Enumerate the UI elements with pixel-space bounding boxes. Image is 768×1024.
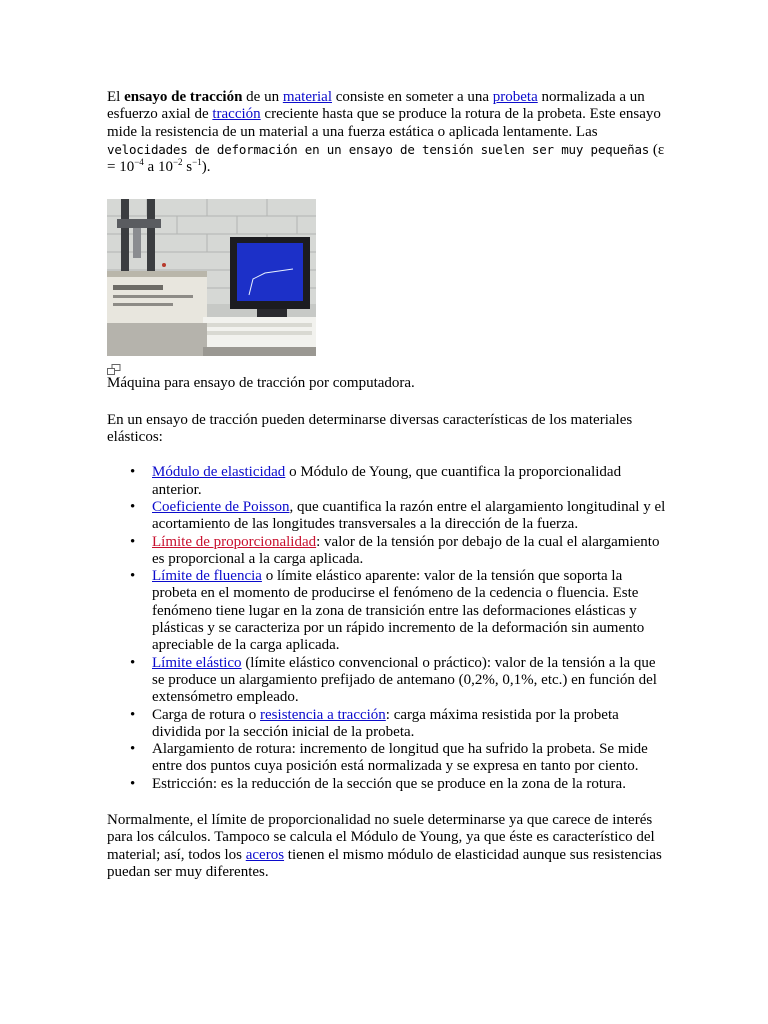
- intro-text: a 10: [143, 159, 173, 176]
- figure-caption: Máquina para ensayo de tracción por computadora.: [107, 375, 415, 392]
- intro-text: s: [182, 159, 193, 176]
- link-aceros[interactable]: aceros: [245, 846, 285, 863]
- list-item: [152, 776, 667, 793]
- article-body: [107, 89, 667, 881]
- list-item-text: : carga máxima resistida por la probeta dividida por la sección inicial de la probeta.: [152, 706, 619, 740]
- list-item: [152, 499, 667, 534]
- list-item-text: Alargamiento de rotura: incremento de longitud que ha sufrido la probeta. Se mide entre dos puntos cuya posición está normalizada y se expresa en tanto por ciento.: [152, 741, 648, 775]
- link-limite-fluencia[interactable]: Límite de fluencia: [152, 568, 262, 585]
- exponent: −1: [192, 157, 202, 168]
- link-resistencia-traccion[interactable]: resistencia a tracción: [260, 706, 386, 723]
- list-item: [152, 534, 667, 569]
- list-item: [152, 568, 667, 654]
- list-item: [152, 655, 667, 707]
- list-item: [152, 464, 667, 499]
- closing-text: tienen el mismo módulo de elasticidad aunque sus resistencias puedan ser muy diferentes.: [107, 846, 662, 880]
- list-item-text: , que cuantifica la razón entre el alargamiento longitudinal y el acortamiento de las longitudes transversales a la dirección de la fuerza.: [152, 498, 666, 533]
- closing-paragraph: [107, 812, 667, 881]
- intro-text: ).: [201, 159, 211, 176]
- list-item-text: (límite elástico convencional o práctico): valor de la tensión a la que se produce un alargamiento prefijado de antemano (0,2%, 0,1%, etc.) en función del extensómetro empleado.: [152, 654, 657, 706]
- intro-text: creciente hasta que se produce la rotura de la probeta. Este ensayo mide la resistencia de un material a una fuerza estática o aplicada lentamente. Las: [107, 106, 661, 140]
- list-item-text: o límite elástico aparente: valor de la tensión que soporta la probeta en el momento de producirse el fenómeno de la cedencia o fluencia. Este fenómeno tiene lugar en la zona de transición entre las deformaciones elásticas y plásticas y se caracteriza por un rápido incremento de la deformación sin aumento apreciable de la carga aplicada.: [152, 568, 645, 654]
- intro-bold-term: ensayo de tracción: [124, 89, 243, 105]
- list-item-text: o Módulo de Young, que cuantifica la proporcionalidad anterior.: [152, 464, 622, 498]
- list-item: [152, 707, 667, 742]
- intro-text: de un: [242, 89, 283, 105]
- properties-list: [107, 464, 667, 793]
- link-material[interactable]: material: [282, 89, 332, 105]
- closing-text: Normalmente, el límite de proporcionalidad no suele determinarse ya que carece de interés para los cálculos. Tampoco se calcula el Módulo de Young, ya que éste es característico del material; así, todos los: [107, 812, 655, 863]
- intro-mono-text: velocidades de deformación en un ensayo de tensión suelen ser muy pequeñas: [107, 141, 650, 157]
- list-item-text: : valor de la tensión por debajo de la cual el alargamiento es proporcional a la carga aplicada.: [152, 533, 660, 567]
- exponent: −4: [134, 157, 144, 168]
- intro-text: normalizada a un esfuerzo axial de: [107, 89, 645, 123]
- link-modulo-elasticidad[interactable]: Módulo de elasticidad: [152, 464, 286, 481]
- link-limite-elastico[interactable]: Límite elástico: [152, 654, 242, 671]
- link-traccion[interactable]: tracción: [212, 106, 261, 123]
- intro-text: (ε = 10: [107, 141, 665, 176]
- machine-photo[interactable]: [107, 199, 316, 356]
- link-probeta[interactable]: probeta: [492, 89, 538, 105]
- intro-text: El: [107, 89, 125, 105]
- enlarge-icon[interactable]: [107, 364, 121, 375]
- list-intro: En un ensayo de tracción pueden determinarse diversas características de los materiales elásticos:: [107, 411, 633, 446]
- list-item-text: Estricción: es la reducción de la sección que se produce en la zona de la rotura.: [152, 775, 626, 792]
- list-item: [152, 741, 667, 776]
- exponent: −2: [172, 157, 183, 168]
- list-item-text: Carga de rotura o: [152, 706, 261, 723]
- intro-text: consiste en someter a una: [331, 89, 493, 105]
- link-limite-proporcionalidad[interactable]: Límite de proporcionalidad: [152, 533, 317, 550]
- link-coeficiente-poisson[interactable]: Coeficiente de Poisson: [152, 498, 290, 515]
- intro-paragraph: [107, 89, 667, 176]
